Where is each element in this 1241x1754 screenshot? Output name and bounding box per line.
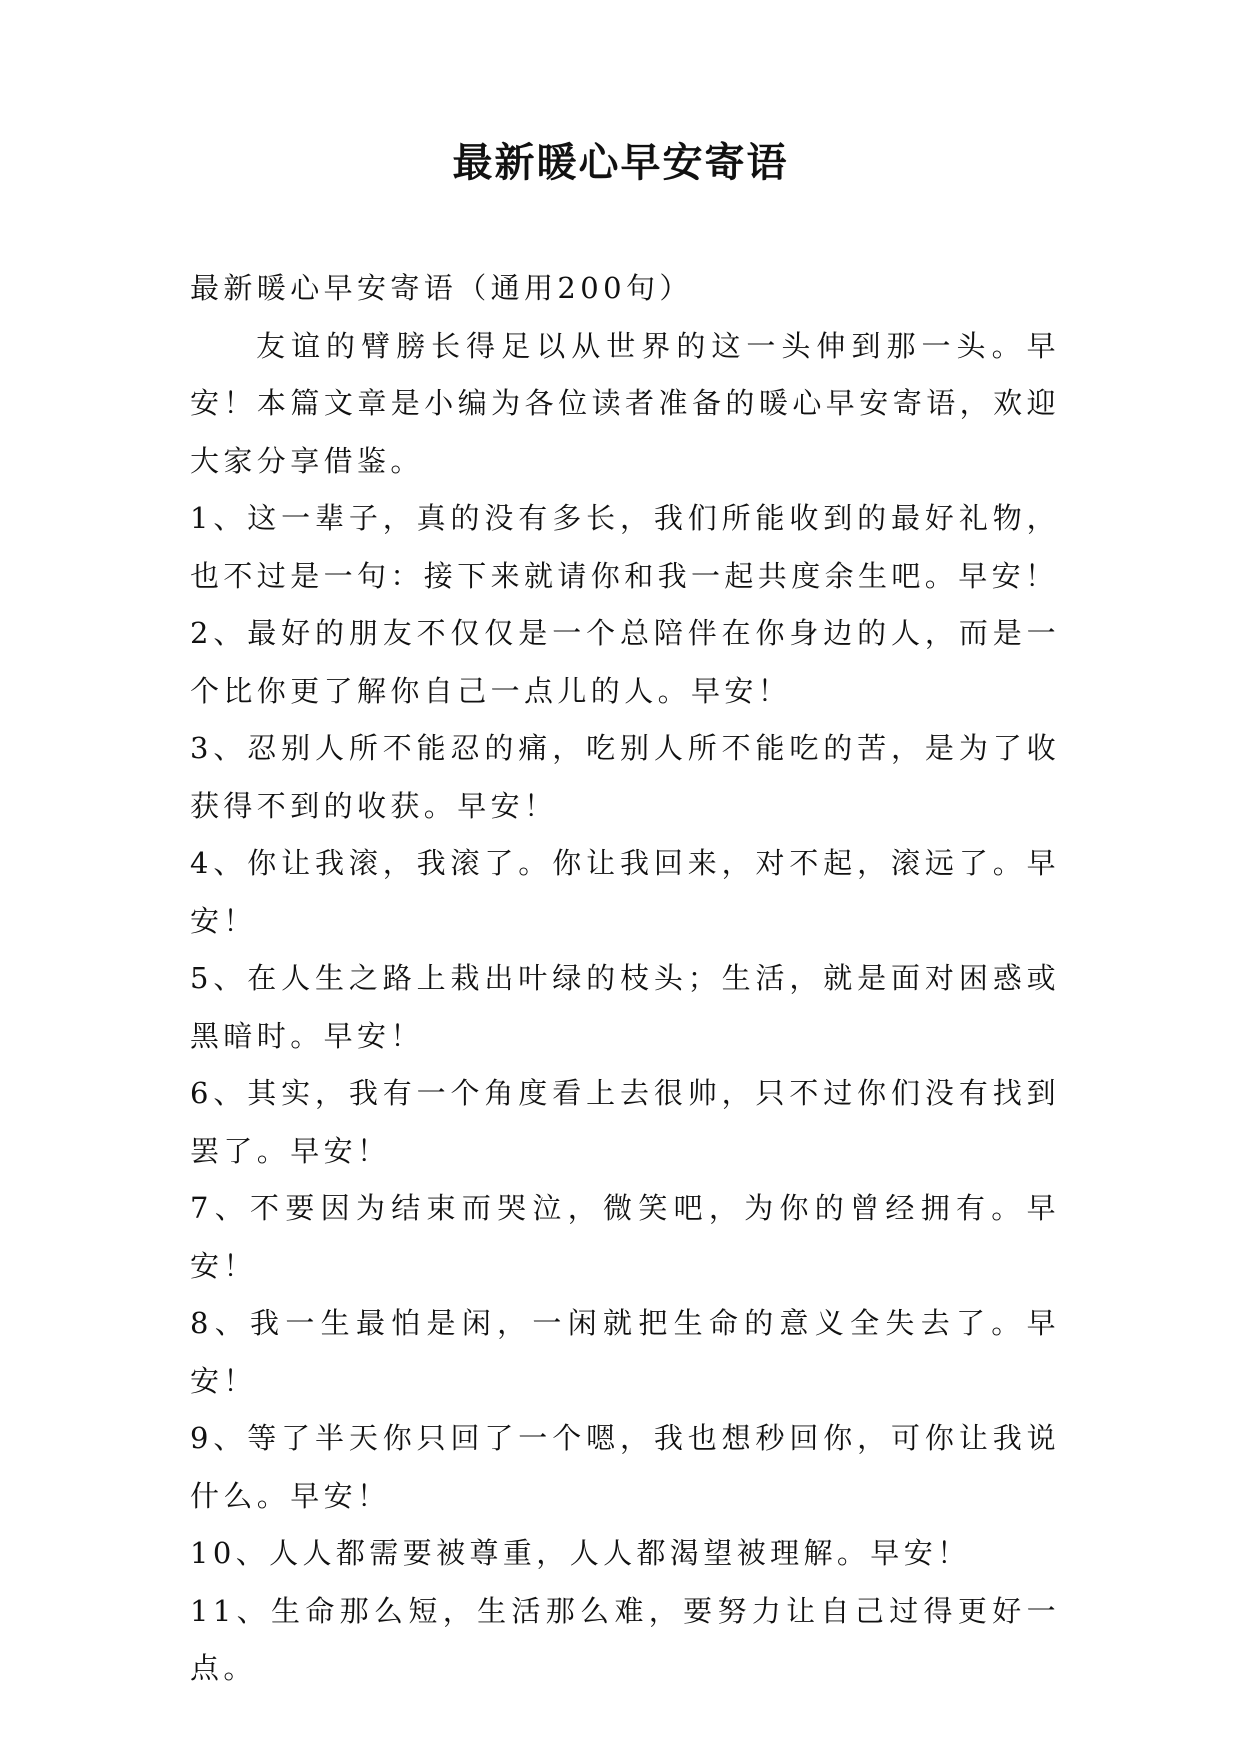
list-item: 1、这一辈子，真的没有多长，我们所能收到的最好礼物，也不过是一句：接下来就请你和我一起共度余生吧。早安！ [190,501,1060,593]
list-item: 7、不要因为结束而哭泣，微笑吧，为你的曾经拥有。早安！ [190,1191,1060,1283]
document-subtitle: 最新暖心早安寄语（通用200句） [190,271,693,305]
list-item: 8、我一生最怕是闲，一闲就把生命的意义全失去了。早安！ [190,1306,1060,1398]
list-item: 6、其实，我有一个角度看上去很帅，只不过你们没有找到罢了。早安！ [190,1076,1060,1168]
list-item: 10、人人都需要被尊重，人人都渴望被理解。早安！ [190,1536,971,1570]
intro-paragraph: 友谊的臂膀长得足以从世界的这一头伸到那一头。早安！本篇文章是小编为各位读者准备的暖心早安寄语，欢迎大家分享借鉴。 [190,328,1060,478]
list-item: 11、生命那么短，生活那么难，要努力让自己过得更好一点。 [190,1593,1060,1685]
list-item: 9、等了半天你只回了一个嗯，我也想秒回你，可你让我说什么。早安！ [190,1421,1060,1513]
list-item: 5、在人生之路上栽出叶绿的枝头；生活，就是面对困惑或黑暗时。早安！ [190,961,1060,1053]
list-item: 4、你让我滚，我滚了。你让我回来，对不起，滚远了。早安！ [190,846,1060,938]
document-body [190,260,1060,1698]
document-title: 最新暖心早安寄语 [452,140,789,186]
list-item: 3、忍别人所不能忍的痛，吃别人所不能吃的苦，是为了收获得不到的收获。早安！ [190,731,1060,823]
list-item: 2、最好的朋友不仅仅是一个总陪伴在你身边的人，而是一个比你更了解你自己一点儿的人。早安！ [190,616,1060,708]
